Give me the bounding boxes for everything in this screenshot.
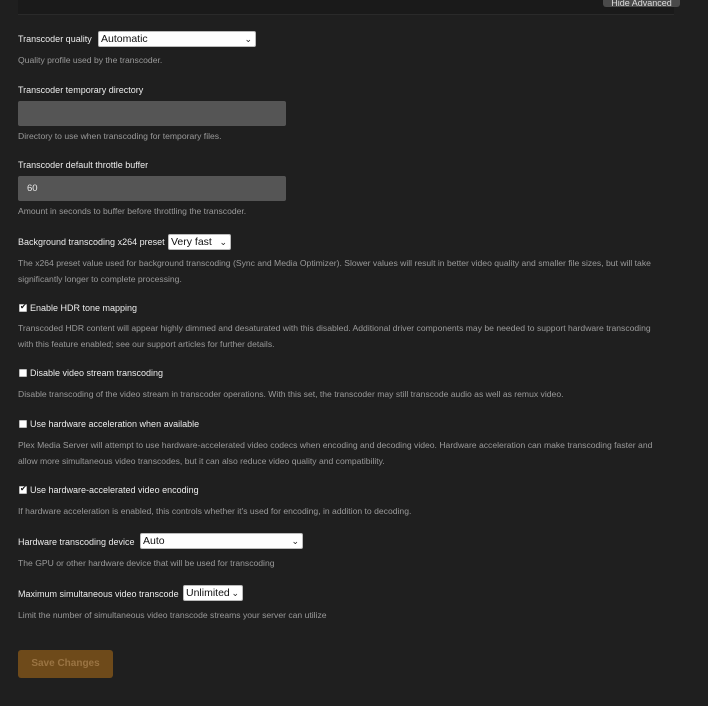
hw-device-select[interactable] — [140, 533, 303, 549]
hide-advanced-button[interactable]: Hide Advanced — [603, 0, 680, 7]
chevron-down-icon: ⌄ — [244, 34, 252, 44]
hw-encoding-label: Use hardware-accelerated video encoding — [30, 485, 199, 495]
transcoder-quality-select[interactable] — [98, 31, 256, 47]
transcoder-quality-label: Transcoder quality — [18, 34, 92, 44]
hw-acceleration-checkbox[interactable] — [19, 420, 27, 428]
max-transcodes-label: Maximum simultaneous video transcode — [18, 589, 179, 599]
temp-directory-label: Transcoder temporary directory — [18, 85, 144, 95]
hw-acceleration-label: Use hardware acceleration when available — [30, 419, 200, 429]
max-transcodes-help: Limit the number of simultaneous video transcode streams your server can utilize — [18, 610, 327, 620]
hw-acceleration-help: Plex Media Server will attempt to use hardware-accelerated video codecs when encoding and decoding video. Hardware acceleration can make transcoding faster and allow more simultaneous video transcodes, but it can also reduce video quality and compatibility. — [18, 440, 653, 466]
chevron-down-icon: ⌄ — [291, 536, 299, 546]
x264-preset-select[interactable] — [168, 234, 231, 250]
x264-preset-help: The x264 preset value used for background transcoding (Sync and Media Optimizer). Slower values will result in better video quality and smaller file sizes, but will take significantly longer to complete processing. — [18, 258, 651, 284]
disable-video-stream-help: Disable transcoding of the video stream in transcoder operations. With this set, the transcoder may still transcode audio as well as remux video. — [18, 389, 564, 399]
hdr-tone-mapping-checkbox[interactable] — [19, 304, 27, 312]
disable-video-stream-label: Disable video stream transcoding — [30, 368, 164, 378]
check-icon: ✔ — [20, 484, 27, 493]
throttle-buffer-label: Transcoder default throttle buffer — [18, 160, 149, 170]
transcoder-quality-help: Quality profile used by the transcoder. — [18, 55, 163, 65]
hw-device-help: The GPU or other hardware device that will be used for transcoding — [18, 558, 275, 568]
chevron-down-icon: ⌄ — [219, 237, 227, 247]
max-transcodes-select[interactable] — [183, 585, 243, 601]
x264-preset-value: Very fast — [171, 236, 212, 248]
temp-directory-input[interactable] — [18, 101, 286, 126]
hw-device-value: Auto — [143, 535, 165, 547]
hw-encoding-checkbox[interactable] — [19, 486, 27, 494]
transcoder-quality-value: Automatic — [101, 33, 148, 45]
throttle-buffer-input[interactable]: 60 — [18, 176, 286, 201]
temp-directory-help: Directory to use when transcoding for temporary files. — [18, 131, 222, 141]
save-changes-button[interactable]: Save Changes — [18, 650, 113, 678]
disable-video-stream-checkbox[interactable] — [19, 369, 27, 377]
hdr-tone-mapping-help: Transcoded HDR content will appear highly dimmed and desaturated with this disabled. Additional driver components may be needed to support hardware transcoding with this feature enabled; see our support articles for further details. — [18, 323, 651, 349]
max-transcodes-value: Unlimited — [186, 587, 230, 599]
top-panel — [0, 0, 708, 20]
hw-encoding-help: If hardware acceleration is enabled, this controls whether it's used for encoding, in addition to decoding. — [18, 506, 412, 516]
x264-preset-label: Background transcoding x264 preset — [18, 237, 165, 247]
hdr-tone-mapping-label: Enable HDR tone mapping — [30, 303, 138, 313]
top-panel-strip — [18, 0, 674, 15]
hw-device-label: Hardware transcoding device — [18, 537, 135, 547]
check-icon: ✔ — [20, 302, 27, 311]
throttle-buffer-help: Amount in seconds to buffer before throttling the transcoder. — [18, 206, 247, 216]
chevron-down-icon: ⌄ — [231, 588, 239, 598]
